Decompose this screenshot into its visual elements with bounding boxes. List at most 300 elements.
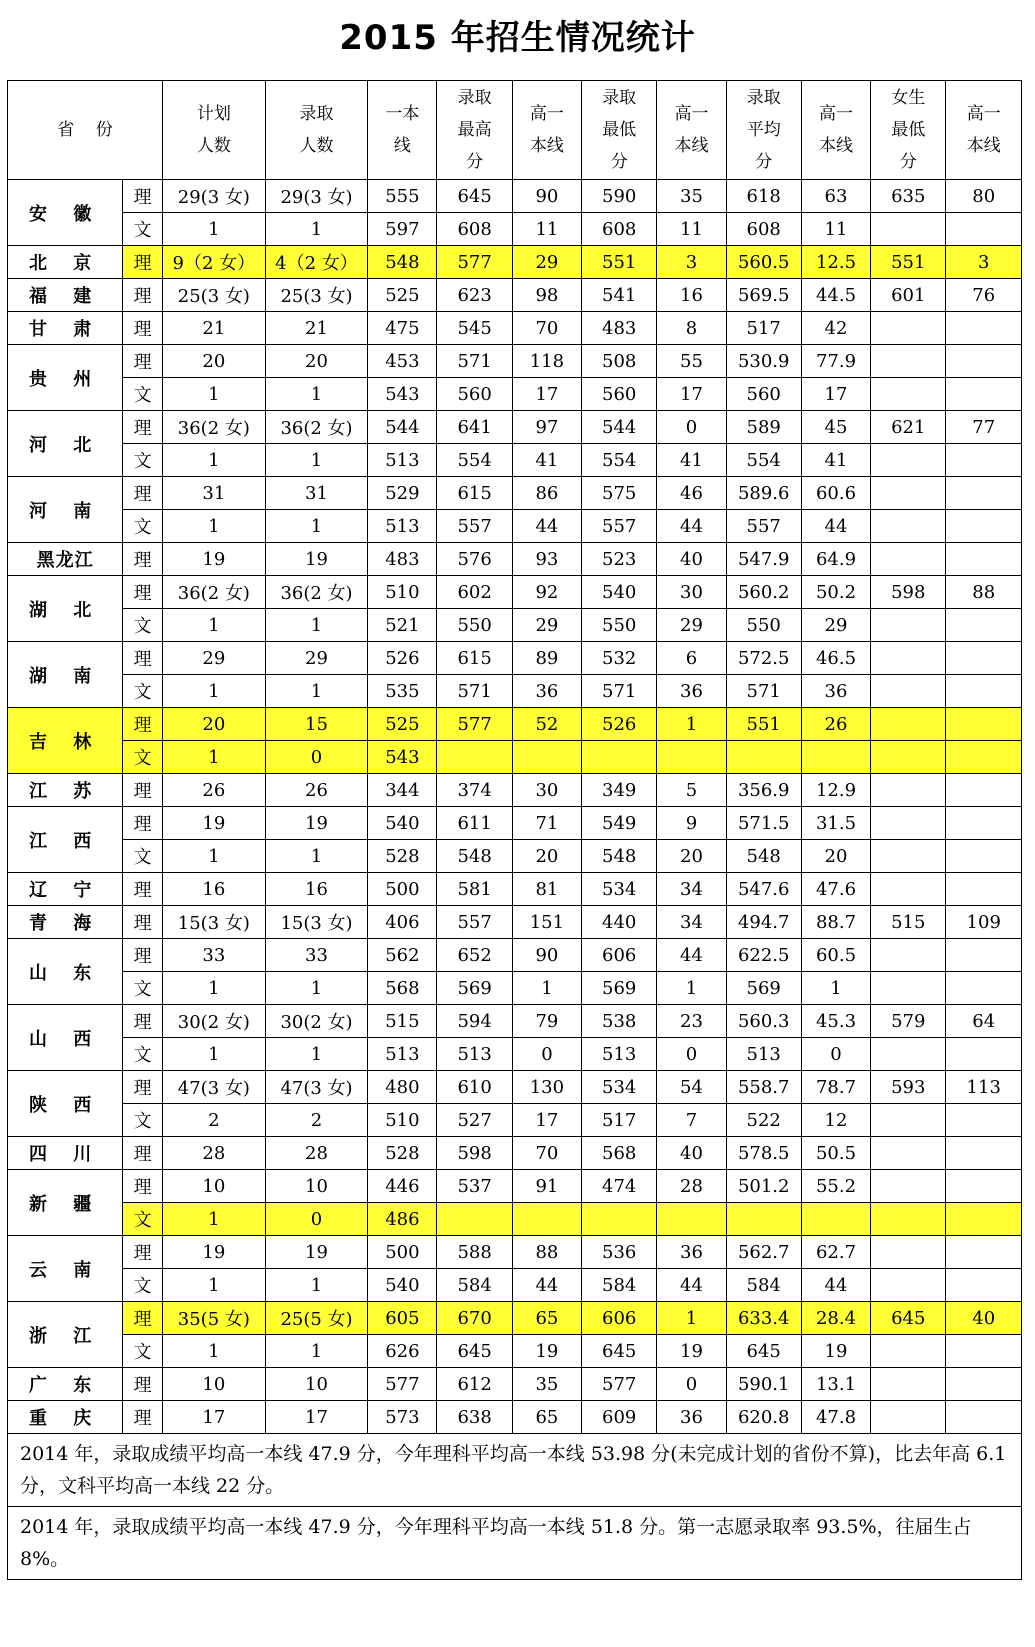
data-cell: 36 [657,1401,726,1434]
province-name: 新 疆 [8,1170,123,1236]
track-cell: 理 [123,807,163,840]
data-cell: 1 [163,1203,266,1236]
table-row [8,807,1022,840]
data-cell [946,543,1022,576]
data-cell: 1 [265,1269,368,1302]
data-cell: 36 [512,675,581,708]
data-cell: 537 [437,1170,512,1203]
data-cell: 19 [163,1236,266,1269]
data-cell: 548 [368,246,437,279]
data-cell: 589.6 [726,477,801,510]
track-cell: 文 [123,840,163,873]
data-cell: 25(5 女) [265,1302,368,1335]
data-cell: 64.9 [801,543,870,576]
track-cell: 理 [123,576,163,609]
data-cell: 11 [512,213,581,246]
data-cell: 1 [265,675,368,708]
data-cell: 31 [163,477,266,510]
province-name: 安 徽 [8,180,123,246]
data-cell: 551 [581,246,656,279]
data-cell: 29 [657,609,726,642]
table-row [8,279,1022,312]
data-cell: 20 [801,840,870,873]
data-cell: 40 [657,1137,726,1170]
data-cell: 568 [368,972,437,1005]
data-cell: 29 [265,642,368,675]
province-name: 青 海 [8,906,123,939]
data-cell: 577 [437,708,512,741]
data-cell: 557 [437,510,512,543]
header-tier1-line: 一本 线 [368,81,437,180]
data-cell [801,1203,870,1236]
data-cell: 543 [368,378,437,411]
data-cell: 576 [437,543,512,576]
data-cell: 558.7 [726,1071,801,1104]
data-cell: 453 [368,345,437,378]
data-cell: 615 [437,642,512,675]
table-row [8,378,1022,411]
table-row [8,411,1022,444]
data-cell: 55 [657,345,726,378]
data-cell: 483 [368,543,437,576]
data-cell [871,807,946,840]
data-cell [871,642,946,675]
data-cell: 536 [581,1236,656,1269]
data-cell [871,1368,946,1401]
data-cell: 1 [163,1335,266,1368]
data-cell: 501.2 [726,1170,801,1203]
data-cell: 1 [512,972,581,1005]
data-cell: 17 [512,1104,581,1137]
track-cell: 文 [123,609,163,642]
data-cell: 540 [368,1269,437,1302]
data-cell: 557 [581,510,656,543]
data-cell: 548 [581,840,656,873]
data-cell [871,1203,946,1236]
data-cell: 10 [163,1170,266,1203]
data-cell: 526 [581,708,656,741]
data-cell: 575 [581,477,656,510]
data-cell: 11 [801,213,870,246]
data-cell [512,741,581,774]
track-cell: 文 [123,378,163,411]
data-cell [871,939,946,972]
data-cell: 0 [657,1368,726,1401]
data-cell: 45.3 [801,1005,870,1038]
data-cell [581,1203,656,1236]
data-cell: 151 [512,906,581,939]
data-cell [871,510,946,543]
data-cell [946,609,1022,642]
data-cell: 1 [657,972,726,1005]
data-cell [946,807,1022,840]
data-cell: 98 [512,279,581,312]
data-cell: 36(2 女) [163,576,266,609]
table-row [8,906,1022,939]
data-cell: 90 [512,180,581,213]
province-name: 陕 西 [8,1071,123,1137]
data-cell: 11 [657,213,726,246]
data-cell: 500 [368,1236,437,1269]
data-cell: 86 [512,477,581,510]
data-cell: 569 [726,972,801,1005]
province-name: 湖 南 [8,642,123,708]
data-cell: 88 [512,1236,581,1269]
data-cell: 55.2 [801,1170,870,1203]
table-row [8,840,1022,873]
data-cell: 30(2 女) [163,1005,266,1038]
province-name: 福 建 [8,279,123,312]
data-cell: 547.9 [726,543,801,576]
data-cell: 515 [368,1005,437,1038]
data-cell: 483 [581,312,656,345]
table-row [8,1302,1022,1335]
track-cell: 理 [123,411,163,444]
data-cell: 579 [871,1005,946,1038]
header-female-above: 高一 本线 [946,81,1022,180]
data-cell: 374 [437,774,512,807]
province-name: 重 庆 [8,1401,123,1434]
data-cell [946,873,1022,906]
data-cell: 19 [512,1335,581,1368]
data-cell: 572.5 [726,642,801,675]
data-cell: 590 [581,180,656,213]
province-name: 河 北 [8,411,123,477]
data-cell [801,741,870,774]
data-cell: 89 [512,642,581,675]
province-name: 湖 北 [8,576,123,642]
data-cell: 510 [368,576,437,609]
data-cell [871,378,946,411]
data-cell: 494.7 [726,906,801,939]
data-cell: 118 [512,345,581,378]
track-cell: 文 [123,972,163,1005]
data-cell: 621 [871,411,946,444]
header-avg-above: 高一 本线 [801,81,870,180]
data-cell: 608 [581,213,656,246]
data-cell: 77.9 [801,345,870,378]
track-cell: 理 [123,312,163,345]
data-cell: 608 [437,213,512,246]
data-cell: 25(3 女) [265,279,368,312]
data-cell: 2 [265,1104,368,1137]
track-cell: 理 [123,180,163,213]
data-cell [946,972,1022,1005]
data-cell: 19 [265,1236,368,1269]
data-cell [946,939,1022,972]
data-cell: 29 [512,246,581,279]
data-cell: 2 [163,1104,266,1137]
table-row [8,312,1022,345]
data-cell: 17 [657,378,726,411]
data-cell [871,543,946,576]
data-cell: 620.8 [726,1401,801,1434]
data-cell: 446 [368,1170,437,1203]
data-cell: 33 [163,939,266,972]
data-cell [871,972,946,1005]
data-cell: 526 [368,642,437,675]
data-cell: 562 [368,939,437,972]
data-cell: 30 [657,576,726,609]
data-cell: 527 [437,1104,512,1137]
table-row [8,1368,1022,1401]
data-cell: 16 [163,873,266,906]
data-cell [946,1203,1022,1236]
data-cell: 16 [265,873,368,906]
data-cell: 13.1 [801,1368,870,1401]
data-cell: 588 [437,1236,512,1269]
data-cell: 1 [265,213,368,246]
data-cell: 1 [163,1038,266,1071]
data-cell: 46.5 [801,642,870,675]
header-female-min: 女生 最低 分 [871,81,946,180]
track-cell: 理 [123,1401,163,1434]
table-row [8,1104,1022,1137]
data-cell: 513 [581,1038,656,1071]
track-cell: 理 [123,1368,163,1401]
province-name: 四 川 [8,1137,123,1170]
data-cell [946,1236,1022,1269]
data-cell: 480 [368,1071,437,1104]
data-cell: 65 [512,1302,581,1335]
data-cell: 34 [657,906,726,939]
data-cell [871,708,946,741]
data-cell: 551 [726,708,801,741]
data-cell: 36(2 女) [265,411,368,444]
track-cell: 理 [123,1137,163,1170]
province-name: 甘 肃 [8,312,123,345]
data-cell [871,741,946,774]
data-cell [871,1104,946,1137]
data-cell: 7 [657,1104,726,1137]
data-cell [946,1269,1022,1302]
track-cell: 理 [123,873,163,906]
summary-note: 2014 年，录取成绩平均高一本线 47.9 分，今年理科平均高一本线 53.98 分(未完成计划的省份不算)，比去年高 6.1 分，文科平均高一本线 22 分。 [8,1434,1022,1507]
data-cell: 5 [657,774,726,807]
data-cell: 36 [657,1236,726,1269]
data-cell: 1 [163,378,266,411]
data-cell: 35 [657,180,726,213]
data-cell: 618 [726,180,801,213]
data-cell: 560 [437,378,512,411]
data-cell: 26 [801,708,870,741]
track-cell: 文 [123,510,163,543]
data-cell: 601 [871,279,946,312]
data-cell: 26 [163,774,266,807]
data-cell: 557 [437,906,512,939]
data-cell: 34 [657,873,726,906]
data-cell: 584 [437,1269,512,1302]
data-cell: 560.5 [726,246,801,279]
header-row [8,81,1022,180]
data-cell: 44 [801,1269,870,1302]
data-cell: 513 [368,510,437,543]
data-cell: 645 [871,1302,946,1335]
data-cell: 641 [437,411,512,444]
data-cell: 622.5 [726,939,801,972]
data-cell: 4（2 女） [265,246,368,279]
data-cell: 1 [163,444,266,477]
table-row [8,1071,1022,1104]
data-cell: 569.5 [726,279,801,312]
data-cell: 532 [581,642,656,675]
data-cell: 508 [581,345,656,378]
note-row [8,1434,1022,1507]
data-cell [871,675,946,708]
data-cell: 36 [657,675,726,708]
table-row [8,1170,1022,1203]
data-cell: 560 [726,378,801,411]
province-name: 江 苏 [8,774,123,807]
data-cell [871,1038,946,1071]
header-plan: 计划 人数 [163,81,266,180]
data-cell: 550 [437,609,512,642]
data-cell: 20 [657,840,726,873]
data-cell: 3 [946,246,1022,279]
data-cell: 42 [801,312,870,345]
data-cell: 560 [581,378,656,411]
data-cell: 0 [265,1203,368,1236]
header-min-above: 高一 本线 [657,81,726,180]
data-cell: 544 [581,411,656,444]
data-cell [946,741,1022,774]
data-cell: 652 [437,939,512,972]
track-cell: 理 [123,708,163,741]
data-cell: 36(2 女) [163,411,266,444]
data-cell: 25(3 女) [163,279,266,312]
table-row [8,477,1022,510]
data-cell [946,1401,1022,1434]
data-cell: 557 [726,510,801,543]
data-cell: 1 [163,840,266,873]
table-row [8,675,1022,708]
data-cell: 623 [437,279,512,312]
data-cell: 52 [512,708,581,741]
data-cell: 17 [512,378,581,411]
data-cell: 1 [657,1302,726,1335]
data-cell: 21 [265,312,368,345]
data-cell: 15(3 女) [265,906,368,939]
province-name: 山 西 [8,1005,123,1071]
province-name: 黑龙江 [8,543,123,576]
data-cell: 344 [368,774,437,807]
data-cell: 8 [657,312,726,345]
table-row [8,873,1022,906]
data-cell: 562.7 [726,1236,801,1269]
data-cell: 615 [437,477,512,510]
summary-note: 2014 年，录取成绩平均高一本线 47.9 分，今年理科平均高一本线 51.8 分。第一志愿录取率 93.5%，往届生占 8%。 [8,1507,1022,1580]
data-cell: 20 [265,345,368,378]
data-cell [871,345,946,378]
data-cell: 578.5 [726,1137,801,1170]
data-cell [946,510,1022,543]
table-row [8,510,1022,543]
data-cell: 35(5 女) [163,1302,266,1335]
data-cell: 17 [801,378,870,411]
data-cell [946,213,1022,246]
data-cell [581,741,656,774]
table-row [8,774,1022,807]
header-avg-score: 录取 平均 分 [726,81,801,180]
data-cell [871,873,946,906]
data-cell: 31.5 [801,807,870,840]
data-cell [871,1335,946,1368]
data-cell: 633.4 [726,1302,801,1335]
data-cell: 78.7 [801,1071,870,1104]
data-cell: 90 [512,939,581,972]
table-row [8,1005,1022,1038]
data-cell: 510 [368,1104,437,1137]
data-cell: 23 [657,1005,726,1038]
track-cell: 理 [123,345,163,378]
data-cell [946,1170,1022,1203]
data-cell: 70 [512,1137,581,1170]
data-cell: 571 [437,345,512,378]
data-cell: 1 [265,840,368,873]
data-cell: 513 [368,444,437,477]
data-cell: 47.8 [801,1401,870,1434]
data-cell: 60.5 [801,939,870,972]
data-cell: 540 [368,807,437,840]
data-cell: 606 [581,939,656,972]
data-cell: 525 [368,708,437,741]
table-row [8,609,1022,642]
data-cell: 15 [265,708,368,741]
data-cell: 44 [657,939,726,972]
track-cell: 理 [123,1005,163,1038]
data-cell: 15(3 女) [163,906,266,939]
table-row [8,345,1022,378]
data-cell: 50.5 [801,1137,870,1170]
data-cell: 19 [657,1335,726,1368]
data-cell: 28 [265,1137,368,1170]
data-cell: 635 [871,180,946,213]
data-cell [871,477,946,510]
data-cell: 571 [581,675,656,708]
data-cell: 474 [581,1170,656,1203]
data-cell: 10 [265,1170,368,1203]
data-cell: 568 [581,1137,656,1170]
data-cell: 517 [726,312,801,345]
data-cell [946,1104,1022,1137]
data-cell: 0 [657,411,726,444]
data-cell [946,1368,1022,1401]
data-cell [871,444,946,477]
data-cell: 50.2 [801,576,870,609]
track-cell: 文 [123,1038,163,1071]
data-cell: 602 [437,576,512,609]
data-cell: 513 [368,1038,437,1071]
data-cell: 645 [581,1335,656,1368]
data-cell: 29 [801,609,870,642]
data-cell [946,378,1022,411]
data-cell: 40 [657,543,726,576]
data-cell: 670 [437,1302,512,1335]
table-row [8,939,1022,972]
data-cell: 79 [512,1005,581,1038]
data-cell: 88 [946,576,1022,609]
data-cell: 19 [265,807,368,840]
data-cell: 62.7 [801,1236,870,1269]
header-province: 省 份 [8,81,163,180]
data-cell [946,840,1022,873]
table-row [8,1137,1022,1170]
data-cell: 1 [265,972,368,1005]
data-cell: 3 [657,246,726,279]
track-cell: 文 [123,1335,163,1368]
data-cell: 1 [265,609,368,642]
data-cell: 9（2 女） [163,246,266,279]
